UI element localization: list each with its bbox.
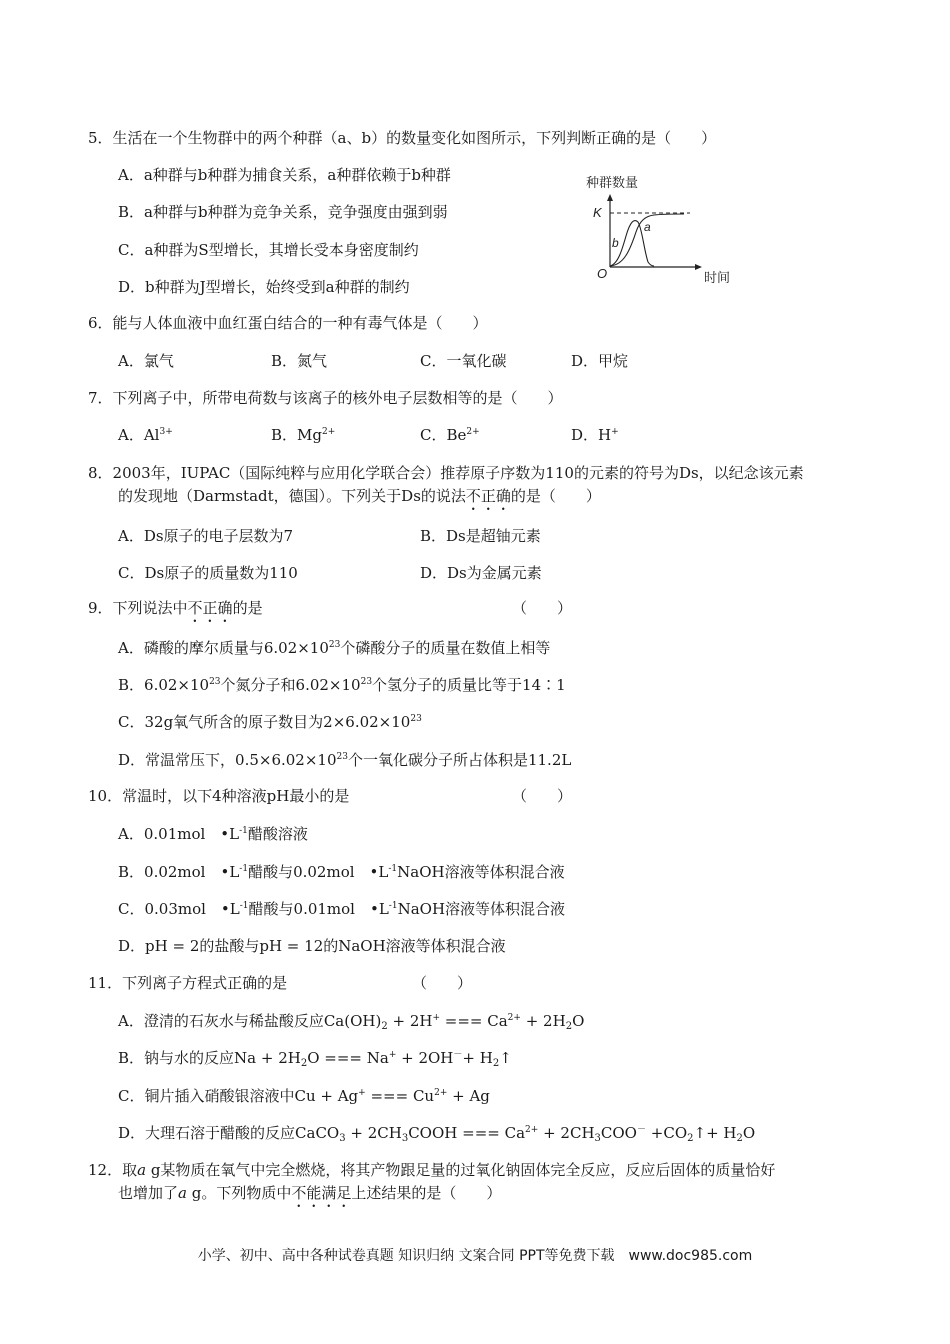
q7-option-b: B．$Mg^{2+}$ <box>271 426 336 444</box>
x-axis-arrow <box>695 264 702 270</box>
q6-option-a: A．氯气 <box>118 352 174 370</box>
q9-option-a: A．磷酸的摩尔质量与$6.02\times 10^{23}$个磷酸分子的质量在数值上相等 <box>118 639 551 657</box>
q10-option-a: A．0.01mol $•L^{-1}$醋酸溶液 <box>118 825 308 843</box>
q8-option-c: C．Ds原子的质量数为110 <box>118 564 298 582</box>
page-footer: 小学、初中、高中各种试卷真题 知识归纳 文案合同 PPT等免费下载 www.doc985.com <box>197 1248 753 1264</box>
q7-stem: 7．下列离子中，所带电荷数与该离子的核外电子层数相等的是（ ） <box>88 389 563 407</box>
q10-option-b: B．0.02mol $•L^{-1}$醋酸与0.02mol $•L^{-1}NaOH$溶液等体积混合液 <box>118 863 565 881</box>
q6-option-c: C．一氧化碳 <box>420 352 507 370</box>
q7-option-c: C．$Be^{2+}$ <box>420 426 480 444</box>
q11-option-a: A．澄清的石灰水与稀盐酸反应$Ca(OH)_2 + 2H^+$ === $Ca^{2+} + 2H_2O$ <box>118 1012 585 1032</box>
q9-stem: 9．下列说法中不正确的是 <box>88 599 263 617</box>
population-growth-figure <box>580 170 740 290</box>
q7-option-d: D．H+ <box>571 426 619 444</box>
q9-answer-paren: （ ） <box>512 599 573 617</box>
k-label: K <box>593 205 602 220</box>
q10-option-d: D．pH = 2的盐酸与pH = 12的NaOH溶液等体积混合液 <box>118 937 506 955</box>
q10-answer-paren: （ ） <box>512 787 573 805</box>
q5-option-a: A．a种群与b种群为捕食关系，a种群依赖于b种群 <box>118 166 451 184</box>
q5-option-b: B．a种群与b种群为竞争关系，竞争强度由强到弱 <box>118 203 448 221</box>
q11-option-d: D．大理石溶于醋酸的反应CaCO$_3$ + $2CH_3COOH$ === $Ca^{2+} + 2CH_3COO^-$ $+CO_2↑+ H_2O$ <box>118 1124 756 1144</box>
q9-option-c: C．32g氧气所含的原子数目为$2\times 6.02\times 10^{23}$ <box>118 713 422 731</box>
q10-stem: 10．常温时，以下4种溶液pH最小的是 <box>88 787 350 805</box>
q12-stem-line2: 也增加了a g。下列物质中不能满足上述结果的是（ ） <box>118 1184 502 1202</box>
q9-option-d: D．常温常压下，$0.5\times 6.02\times 10^{23}$个一氧化碳分子所占体积是11.2L <box>118 751 572 769</box>
label-b: b <box>612 236 619 250</box>
q8-option-b: B．Ds是超铀元素 <box>420 527 541 545</box>
q12-stem-line1: 12．取a g某物质在氧气中完全燃烧，将其产物跟足量的过氧化钠固体完全反应，反应后固体的质量恰好 <box>88 1161 776 1179</box>
q10-option-c: C．0.03mol $•L^{-1}$醋酸与0.01mol $•L^{-1}NaOH$溶液等体积混合液 <box>118 900 566 918</box>
figure-xlabel: 时间 <box>704 270 731 285</box>
q11-stem: 11．下列离子方程式正确的是 <box>88 974 288 992</box>
q11-option-c: C．铜片插入硝酸银溶液中Cu + Ag+ === $Cu^{2+} + Ag$ <box>118 1087 490 1105</box>
q6-option-d: D．甲烷 <box>571 352 629 370</box>
q6-stem: 6．能与人体血液中血红蛋白结合的一种有毒气体是（ ） <box>88 314 488 332</box>
q8-stem-line2: 的发现地（Darmstadt，德国）。下列关于Ds的说法不正确的是（ ） <box>118 487 601 505</box>
label-a: a <box>644 220 651 234</box>
q8-stem-line1: 8．2003年，IUPAC（国际纯粹与应用化学联合会）推荐原子序数为110的元素的符号为Ds，以纪念该元素 <box>88 464 804 482</box>
q9-option-b: B．$6.02\times 10^{23}$个氮分子和$6.02\times 10^{23}$个氢分子的质量比等于14∶1 <box>118 676 566 694</box>
origin-label: O <box>597 266 608 281</box>
figure-ylabel: 种群数量 <box>586 175 639 190</box>
q8-option-a: A．Ds原子的电子层数为7 <box>118 527 294 545</box>
q8-option-d: D．Ds为金属元素 <box>420 564 542 582</box>
q7-option-a: A．$Al^{3+}$ <box>118 426 173 444</box>
q5-stem: 5．生活在一个生物群中的两个种群（a、b）的数量变化如图所示，下列判断正确的是（ ） <box>88 129 717 147</box>
q5-option-c: C．a种群为S型增长，其增长受本身密度制约 <box>118 241 419 259</box>
q6-option-b: B．氮气 <box>271 352 328 370</box>
q11-answer-paren: （ ） <box>412 974 473 992</box>
q11-option-b: B．钠与水的反应$Na + 2H_2O$ === $Na^+ + 2OH^-+ H_2↑$ <box>118 1049 512 1069</box>
y-axis-arrow <box>607 194 613 201</box>
q5-option-d: D．b种群为J型增长，始终受到a种群的制约 <box>118 278 410 296</box>
